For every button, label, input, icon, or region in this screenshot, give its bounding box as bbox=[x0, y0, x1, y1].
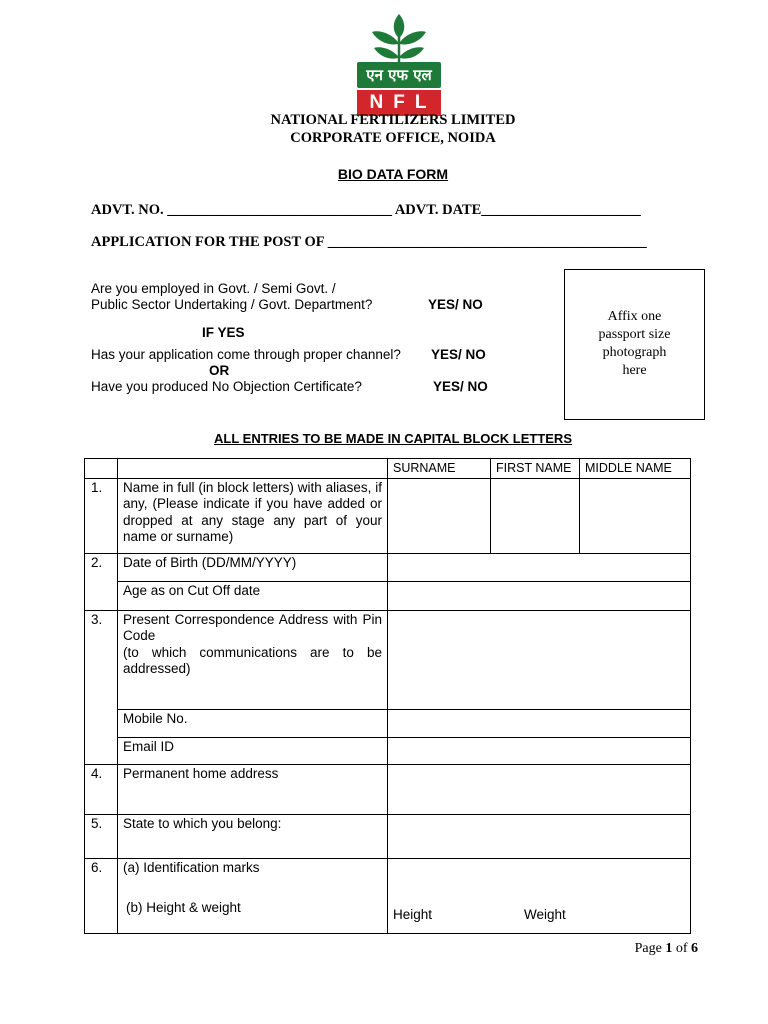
photo-box-line2: passport size bbox=[598, 327, 671, 342]
row-number: 1. bbox=[85, 478, 118, 553]
photo-box-line4: here bbox=[622, 363, 647, 378]
table-row bbox=[85, 709, 691, 737]
photo-box bbox=[564, 269, 705, 420]
weight-label: Weight bbox=[524, 906, 566, 922]
dob-field[interactable] bbox=[388, 553, 691, 581]
leaf-emblem-icon bbox=[370, 12, 428, 64]
photo-box-line1: Affix one bbox=[607, 309, 662, 324]
email-field[interactable] bbox=[388, 737, 691, 764]
table-row bbox=[85, 858, 691, 933]
table-row bbox=[85, 581, 691, 610]
age-field[interactable] bbox=[388, 581, 691, 610]
table-header-row bbox=[85, 459, 691, 479]
question-proper-channel: Has your application come through proper channel? bbox=[91, 347, 401, 362]
header-blank-cell bbox=[85, 459, 118, 479]
question-noc: Have you produced No Objection Certificate? bbox=[91, 379, 362, 394]
instruction-text: ALL ENTRIES TO BE MADE IN CAPITAL BLOCK LETTERS bbox=[214, 431, 572, 446]
identification-field[interactable] bbox=[388, 858, 691, 933]
page-current: 1 bbox=[665, 941, 673, 956]
page-word: Page bbox=[634, 941, 662, 956]
table-row bbox=[85, 478, 691, 553]
col-surname: SURNAME bbox=[388, 459, 491, 479]
address-label-line1: Present Correspondence Address with Pin Code bbox=[123, 611, 382, 643]
if-yes-label: IF YES bbox=[202, 325, 245, 340]
row-label-email: Email ID bbox=[118, 737, 388, 764]
col-first-name: FIRST NAME bbox=[491, 459, 580, 479]
row-number: 4. bbox=[85, 764, 118, 814]
post-line: APPLICATION FOR THE POST OF ____________________________________________ bbox=[91, 234, 647, 250]
row-number: 5. bbox=[85, 814, 118, 858]
address-field[interactable] bbox=[388, 610, 691, 709]
middle-name-field[interactable] bbox=[580, 478, 691, 553]
company-name: NATIONAL FERTILIZERS LIMITED bbox=[270, 112, 516, 128]
form-title: BIO DATA FORM bbox=[337, 166, 449, 182]
logo-hindi-text: एन एफ एल bbox=[357, 62, 441, 88]
advt-line: ADVT. NO. _______________________________ ADVT. DATE______________________ bbox=[91, 202, 641, 218]
row-label-name: Name in full (in block letters) with aliases, if any, (Please indicate if you have added or dropped at any stage any part of your name or surname) bbox=[118, 478, 388, 553]
answer-employed: YES/ NO bbox=[428, 297, 483, 312]
row-label-age: Age as on Cut Off date bbox=[118, 581, 388, 610]
mobile-field[interactable] bbox=[388, 709, 691, 737]
of-word: of bbox=[675, 941, 688, 956]
table-row bbox=[85, 737, 691, 764]
table-row bbox=[85, 553, 691, 581]
row-label-address bbox=[118, 610, 388, 709]
row-label-identification bbox=[118, 858, 388, 933]
nfl-logo bbox=[352, 12, 446, 113]
surname-field[interactable] bbox=[388, 478, 491, 553]
row-number: 6. bbox=[85, 858, 118, 933]
photo-box-line3: photograph bbox=[602, 345, 667, 360]
col-middle-name: MIDDLE NAME bbox=[580, 459, 691, 479]
page-number bbox=[635, 941, 698, 957]
logo-brand-text: NFL bbox=[357, 90, 441, 116]
height-label: Height bbox=[393, 906, 433, 922]
or-label: OR bbox=[209, 363, 230, 378]
row-label-permanent-address: Permanent home address bbox=[118, 764, 388, 814]
height-weight-label: (b) Height & weight bbox=[126, 900, 241, 915]
page-total: 6 bbox=[691, 941, 698, 956]
first-name-field[interactable] bbox=[491, 478, 580, 553]
permanent-address-field[interactable] bbox=[388, 764, 691, 814]
row-label-state: State to which you belong: bbox=[118, 814, 388, 858]
row-number: 3. bbox=[85, 610, 118, 764]
table-row bbox=[85, 764, 691, 814]
question-employed-line2: Public Sector Undertaking / Govt. Department? bbox=[91, 297, 373, 312]
table-row bbox=[85, 814, 691, 858]
row-label-dob: Date of Birth (DD/MM/YYYY) bbox=[118, 553, 388, 581]
row-number: 2. bbox=[85, 553, 118, 610]
answer-noc: YES/ NO bbox=[433, 379, 488, 394]
identification-marks-label: (a) Identification marks bbox=[123, 859, 260, 875]
state-field[interactable] bbox=[388, 814, 691, 858]
address-label-line2: (to which communications are to be addressed) bbox=[123, 644, 382, 676]
bio-data-table bbox=[84, 458, 691, 934]
office-name: CORPORATE OFFICE, NOIDA bbox=[290, 130, 496, 146]
answer-proper-channel: YES/ NO bbox=[431, 347, 486, 362]
table-row bbox=[85, 610, 691, 709]
question-employed-line1: Are you employed in Govt. / Semi Govt. / bbox=[91, 281, 336, 296]
row-label-mobile: Mobile No. bbox=[118, 709, 388, 737]
header-blank-cell bbox=[118, 459, 388, 479]
